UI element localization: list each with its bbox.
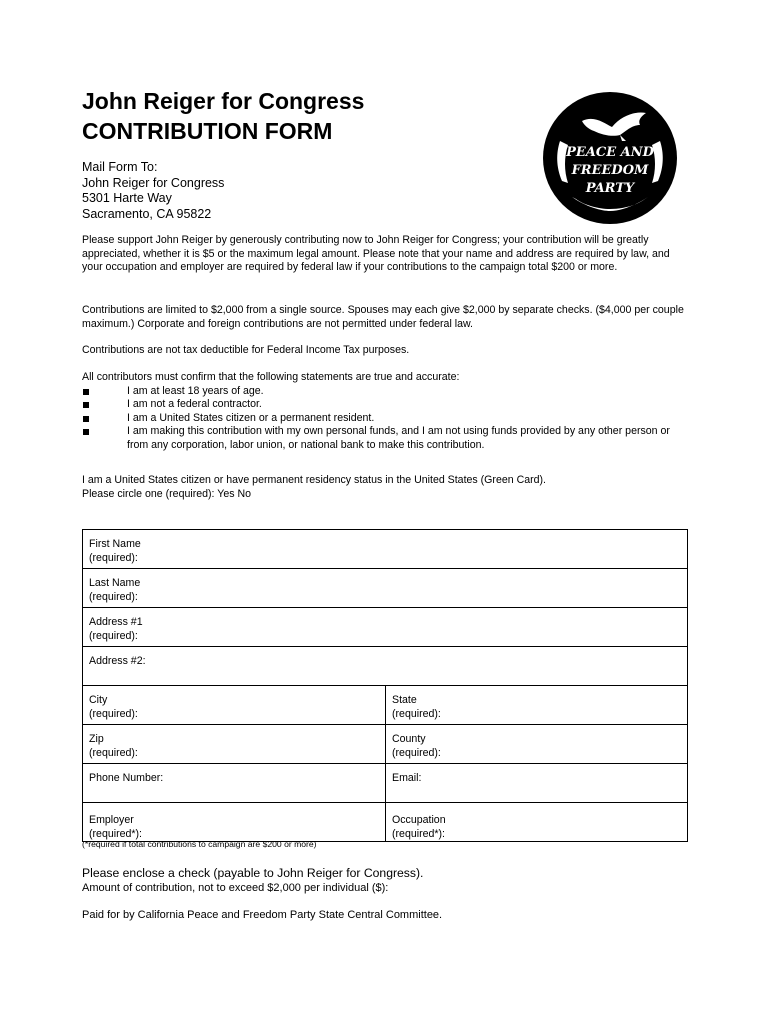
mail-name: John Reiger for Congress (82, 175, 225, 190)
required-footnote: (*required if total contributions to campaign are $200 or more) (82, 839, 317, 849)
contributor-form (82, 529, 688, 842)
mail-street: 5301 Harte Way (82, 191, 172, 205)
table-row (83, 530, 688, 569)
title-line-1: John Reiger for Congress (82, 88, 365, 114)
last-name-label: Last Name (89, 577, 141, 589)
mail-city: Sacramento, CA 95822 (82, 206, 212, 221)
citizenship-section (82, 474, 692, 501)
city-field[interactable] (83, 686, 386, 725)
tax-paragraph: Contributions are not tax deductible for Federal Income Tax purposes. (82, 344, 410, 356)
title-line-2: CONTRIBUTION FORM (82, 118, 333, 144)
employer-label: Employer (89, 814, 134, 826)
required-note: (required): (89, 591, 138, 603)
required-note: (required): (89, 708, 138, 720)
square-bullet-icon (83, 389, 89, 395)
phone-label: Phone Number: (89, 772, 164, 784)
phone-field[interactable] (83, 764, 386, 803)
occupation-label: Occupation (392, 814, 446, 826)
table-row (83, 764, 688, 803)
confirmation-section (82, 371, 692, 453)
required-star-note: (required*): (89, 828, 142, 840)
limits-paragraph: Contributions are limited to $2,000 from a single source. Spouses may each give $2,000 by separate checks. ($4,000 per couple maximum.) Corporate and foreign contributions are not permitted under federal law. (82, 304, 684, 330)
statement-text: I am making this contribution with my own personal funds, and I am not using funds provided by any other person or from any corporation, labor union, or national bank to make this contribution. (127, 425, 670, 451)
state-field[interactable] (386, 686, 688, 725)
required-note: (required): (89, 747, 138, 759)
statement-text: I am a United States citizen or a permanent resident. (127, 411, 375, 424)
required-note: (required): (392, 708, 441, 720)
address2-field[interactable] (83, 647, 688, 686)
address1-label: Address #1 (89, 616, 143, 628)
amount-field[interactable]: Amount of contribution, not to exceed $2,000 per individual ($): (82, 882, 389, 894)
statement-text: I am not a federal contractor. (127, 398, 262, 411)
required-note: (required): (392, 747, 441, 759)
logo-text-line-2: FREEDOM (571, 163, 649, 178)
square-bullet-icon (83, 429, 89, 435)
table-row (83, 608, 688, 647)
citizenship-circle-prompt[interactable]: Please circle one (required): Yes No (82, 487, 252, 500)
confirm-intro: All contributors must confirm that the following statements are true and accurate: (82, 371, 460, 383)
required-note: (required): (89, 552, 138, 564)
zip-field[interactable] (83, 725, 386, 764)
enclose-check-note: Please enclose a check (payable to John Reiger for Congress). (82, 866, 424, 880)
required-star-note: (required*): (392, 828, 445, 840)
square-bullet-icon (83, 416, 89, 422)
required-note: (required): (89, 630, 138, 642)
city-label: City (89, 694, 108, 706)
support-paragraph: Please support John Reiger by generously contributing now to John Reiger for Congress; your contribution will be greatly appreciated, whether it is $5 or the maximum legal amount. Please note that your name and address are required by law, and your occupation and employer are required by federal law if your contributions to the campaign total $200 or more. (82, 234, 670, 274)
first-name-label: First Name (89, 538, 141, 550)
paid-for-by: Paid for by California Peace and Freedom Party State Central Committee. (82, 909, 443, 921)
county-label: County (392, 733, 426, 745)
address1-field[interactable] (83, 608, 688, 647)
employer-field[interactable] (83, 803, 386, 842)
list-item (82, 385, 692, 399)
zip-label: Zip (89, 733, 104, 745)
table-row (83, 725, 688, 764)
table-row (83, 647, 688, 686)
table-row (83, 569, 688, 608)
table-row (83, 686, 688, 725)
statement-text: I am at least 18 years of age. (127, 384, 264, 397)
list-item (82, 412, 692, 426)
peace-and-freedom-party-logo (542, 91, 678, 225)
logo-text-line-3: PARTY (585, 181, 635, 196)
page-title (82, 86, 364, 146)
county-field[interactable] (386, 725, 688, 764)
email-field[interactable] (386, 764, 688, 803)
first-name-field[interactable] (83, 530, 688, 569)
state-label: State (392, 694, 417, 706)
list-item (82, 425, 692, 452)
occupation-field[interactable] (386, 803, 688, 842)
last-name-field[interactable] (83, 569, 688, 608)
mail-label: Mail Form To: (82, 160, 158, 174)
table-row (83, 803, 688, 842)
address2-label: Address #2: (89, 655, 146, 667)
logo-text-line-1: PEACE AND (566, 145, 654, 160)
list-item (82, 398, 692, 412)
citizenship-statement: I am a United States citizen or have permanent residency status in the United States (Green Card). (82, 474, 546, 486)
mailing-address (82, 160, 224, 222)
square-bullet-icon (83, 402, 89, 408)
email-label: Email: (392, 772, 422, 784)
